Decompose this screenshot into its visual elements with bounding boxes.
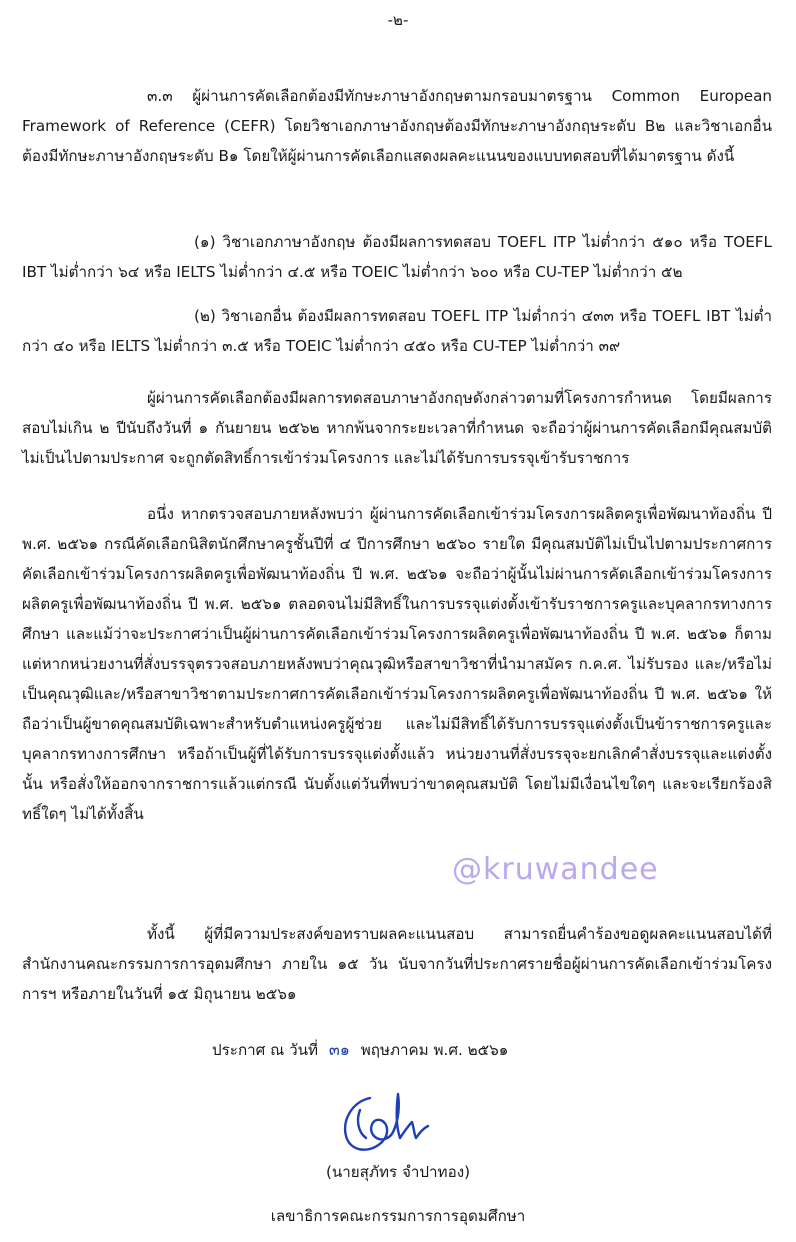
announcement-date-day: ๓๑: [328, 1040, 350, 1059]
paragraph-english-major-scores: (๑) วิชาเอกภาษาอังกฤษ ต้องมีผลการทดสอบ TOEFL ITP ไม่ต่ำกว่า ๕๑๐ หรือ TOEFL IBT ไม่ต่ำกว่า ๖๔ หรือ IELTS ไม่ต่ำกว่า ๔.๕ หรือ TOEIC ไม่ต่ำกว่า ๖๐๐ หรือ CU-TEP ไม่ต่ำกว่า ๕๒: [22, 233, 772, 282]
announcement-date: [212, 1038, 508, 1063]
announcement-date-prefix: ประกาศ ณ วันที่: [212, 1041, 318, 1059]
signature-image: [330, 1080, 440, 1160]
page-number: -๒-: [387, 11, 409, 29]
signer-name: (นายสุภัทร จำปาทอง): [325, 1163, 471, 1181]
paragraph-score-validity: ผู้ผ่านการคัดเลือกต้องมีผลการทดสอบภาษาอังกฤษดังกล่าวตามที่โครงการกำหนด โดยมีผลการสอบไม่เกิน ๒ ปีนับถึงวันที่ ๑ กันยายน ๒๕๖๒ หากพ้นจากระยะเวลาที่กำหนด จะถือว่าผู้ผ่านการคัดเลือกมีคุณสมบัติไม่เป็นไปตามประกาศ จะถูกตัดสิทธิ์การเข้าร่วมโครงการ และไม่ได้รับการบรรจุเข้ารับราชการ: [22, 389, 772, 468]
paragraph-other-major-scores: (๒) วิชาเอกอื่น ต้องมีผลการทดสอบ TOEFL ITP ไม่ต่ำกว่า ๔๓๓ หรือ TOEFL IBT ไม่ต่ำกว่า ๔๐ หรือ IELTS ไม่ต่ำกว่า ๓.๕ หรือ TOEIC ไม่ต่ำกว่า ๔๕๐ หรือ CU-TEP ไม่ต่ำกว่า ๓๙: [22, 307, 772, 356]
announcement-date-month-year: พฤษภาคม พ.ศ. ๒๕๖๑: [360, 1041, 509, 1059]
paragraph-cefr-requirement: ๓.๓ ผู้ผ่านการคัดเลือกต้องมีทักษะภาษาอังกฤษตามกรอบมาตรฐาน Common European Framework of Reference (CEFR) โดยวิชาเอกภาษาอังกฤษต้องมีทักษะภาษาอังกฤษระดับ B๒ และวิชาเอกอื่นต้องมีทักษะภาษาอังกฤษระดับ B๑ โดยให้ผู้ผ่านการคัดเลือกแสดงผลคะแนนของแบบทดสอบที่ได้มาตรฐาน ดังนี้: [22, 87, 772, 166]
paragraph-score-request: ทั้งนี้ ผู้ที่มีความประสงค์ขอทราบผลคะแนนสอบ สามารถยื่นคำร้องขอดูผลคะแนนสอบได้ที่ สำนักงานคณะกรรมการการอุดมศึกษา ภายใน ๑๕ วัน นับจากวันที่ประกาศรายชื่อผู้ผ่านการคัดเลือกเข้าร่วมโครงการฯ หรือภายในวันที่ ๑๕ มิถุนายน ๒๕๖๑: [22, 925, 772, 1004]
paragraph-disqualification: อนึ่ง หากตรวจสอบภายหลังพบว่า ผู้ผ่านการคัดเลือกเข้าร่วมโครงการผลิตครูเพื่อพัฒนาท้องถิ่น ปี พ.ศ. ๒๕๖๑ กรณีคัดเลือกนิสิตนักศึกษาครูชั้นปีที่ ๔ ปีการศึกษา ๒๕๖๐ รายใด มีคุณสมบัติไม่เป็นไปตามประกาศการคัดเลือกเข้าร่วมโครงการผลิตครูเพื่อพัฒนาท้องถิ่น ปี พ.ศ. ๒๕๖๑ จะถือว่าผู้นั้นไม่ผ่านการคัดเลือกเข้าร่วมโครงการผลิตครูเพื่อพัฒนาท้องถิ่น ปี พ.ศ. ๒๕๖๑ ตลอดจนไม่มีสิทธิ์ในการบรรจุแต่งตั้งเข้ารับราชการครูและบุคลากรทางการศึกษา และแม้ว่าจะประกาศว่าเป็นผู้ผ่านการคัดเลือกเข้าร่วมโครงการผลิตครูเพื่อพัฒนาท้องถิ่น ปี พ.ศ. ๒๕๖๑ ก็ตาม แต่หากหน่วยงานที่สั่งบรรจุตรวจสอบภายหลังพบว่าคุณวุฒิหรือสาขาวิชาที่นำมาสมัคร ก.ค.ศ. ไม่รับรอง และ/หรือไม่เป็นคุณวุฒิและ/หรือสาขาวิชาตามประกาศการคัดเลือกเข้าร่วมโครงการผลิตครูเพื่อพัฒนาท้องถิ่น ปี พ.ศ. ๒๕๖๑ ให้ถือว่าเป็นผู้ขาดคุณสมบัติเฉพาะสำหรับตำแหน่งครูผู้ช่วย และไม่มีสิทธิ์ได้รับการบรรจุแต่งตั้งเป็นข้าราชการครูและบุคลากรทางการศึกษา หรือถ้าเป็นผู้ที่ได้รับการบรรจุแต่งตั้งแล้ว หน่วยงานที่สั่งบรรจุจะยกเลิกคำสั่งบรรจุและแต่งตั้งนั้น หรือสั่งให้ออกจากราชการแล้วแต่กรณี นับตั้งแต่วันที่พบว่าขาดคุณสมบัติ โดยไม่มีเงื่อนไขใดๆ และจะเรียกร้องสิทธิ์ใดๆ ไม่ได้ทั้งสิ้น: [22, 505, 772, 824]
signer-title: เลขาธิการคณะกรรมการการอุดมศึกษา: [270, 1207, 526, 1225]
watermark-text: @kruwandee: [452, 852, 659, 887]
